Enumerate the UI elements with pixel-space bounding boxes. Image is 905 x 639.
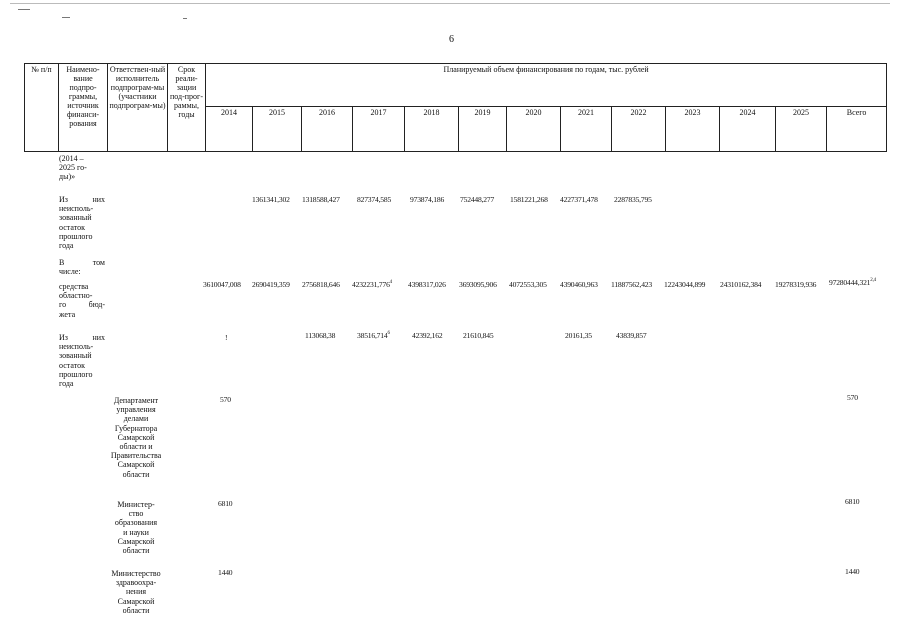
cell-r3-2016: 2756818,646 xyxy=(302,280,340,289)
year-2017: 2017 xyxy=(353,107,405,152)
cell-r4-2022: 43839,857 xyxy=(616,331,647,340)
cell-r3-2022: 11887562,423 xyxy=(611,280,652,289)
cell-r7-total: 1440 xyxy=(845,567,860,576)
row2-name: В том числе: xyxy=(59,258,105,277)
cell-r1-2015: 1361341,302 xyxy=(252,195,290,204)
year-2015: 2015 xyxy=(253,107,302,152)
cell-r1-2016: 1318588,427 xyxy=(302,195,340,204)
row3-name: средства областно- го бюд- жета xyxy=(59,282,105,319)
cell-r4-2014: ! xyxy=(225,333,228,342)
row6-responsible: Министер- ство образования и науки Самарской области xyxy=(114,500,158,556)
cell-r4-2017: 38516,714$^6$ xyxy=(357,331,390,340)
year-2018: 2018 xyxy=(405,107,459,152)
cell-r3-2018: 4398317,026 xyxy=(408,280,446,289)
funding-table-header xyxy=(24,63,887,152)
year-2020: 2020 xyxy=(507,107,561,152)
cell-r5-2014: 570 xyxy=(220,395,231,404)
cell-r6-total: 6810 xyxy=(845,497,860,506)
cell-r3-2017: 4232231,776$^4$ xyxy=(352,280,392,289)
year-2024: 2024 xyxy=(720,107,776,152)
row5-responsible: Департамент управления делами Губернатора Самарской области и Правительства Самарской области xyxy=(110,396,162,479)
row1-name: Из них неисполь- зованный остаток прошлого года xyxy=(59,195,105,251)
header-term: Срок реали-зации под-прог-раммы, годы xyxy=(168,64,206,152)
scan-artifact xyxy=(62,17,70,18)
top-edge-line xyxy=(10,3,890,4)
header-funding-title: Планируемый объем финансирования по годам, тыс. рублей xyxy=(206,64,887,107)
cell-r1-2022: 2287835,795 xyxy=(614,195,652,204)
cell-r1-2019: 752448,277 xyxy=(460,195,495,204)
cell-r3-2014: 3610047,008 xyxy=(203,280,241,289)
cell-r3-2020: 4072553,305 xyxy=(509,280,547,289)
cell-r3-total: 97280444,321$^{2,4}$ xyxy=(829,278,876,287)
cell-r4-2016: 113068,38 xyxy=(305,331,336,340)
cell-r3-2015: 2690419,359 xyxy=(252,280,290,289)
row0-name: (2014 – 2025 го- ды)» xyxy=(59,154,87,182)
cell-r1-2021: 4227371,478 xyxy=(560,195,598,204)
cell-r5-total: 570 xyxy=(847,393,858,402)
cell-r3-2021: 4390460,963 xyxy=(560,280,598,289)
row7-responsible: Министерство здравоохра- нения Самарской области xyxy=(111,569,161,615)
cell-r4-2019: 21610,845 xyxy=(463,331,494,340)
cell-r7-2014: 1440 xyxy=(218,568,233,577)
year-2021: 2021 xyxy=(561,107,612,152)
cell-r1-2018: 973874,186 xyxy=(410,195,445,204)
year-2022: 2022 xyxy=(612,107,666,152)
row4-name: Из них неисполь- зованный остаток прошлого года xyxy=(59,333,105,389)
year-2019: 2019 xyxy=(459,107,507,152)
cell-r4-2018: 42392,162 xyxy=(412,331,443,340)
scan-artifact xyxy=(18,9,30,10)
year-total: Всего xyxy=(827,107,887,152)
year-2025: 2025 xyxy=(776,107,827,152)
cell-r4-2021: 20161,35 xyxy=(565,331,592,340)
cell-r3-2019: 3693095,906 xyxy=(459,280,497,289)
year-2014: 2014 xyxy=(206,107,253,152)
cell-r3-2025: 19278319,936 xyxy=(775,280,817,289)
year-2023: 2023 xyxy=(666,107,720,152)
scan-artifact xyxy=(183,18,187,19)
page-number: 6 xyxy=(449,34,454,45)
header-name: Наимено-вание подпро-граммы, источник финанси-рования xyxy=(59,64,108,152)
year-2016: 2016 xyxy=(302,107,353,152)
cell-r3-2023: 12243044,899 xyxy=(664,280,706,289)
cell-r1-2017: 827374,585 xyxy=(357,195,392,204)
header-responsible: Ответствен-ный исполнитель подпрограм-мы (участники подпрограм-мы) xyxy=(108,64,168,152)
cell-r6-2014: 6810 xyxy=(218,499,233,508)
header-num: № п/п xyxy=(25,64,59,152)
cell-r1-2020: 1581221,268 xyxy=(510,195,548,204)
cell-r3-2024: 24310162,384 xyxy=(720,280,762,289)
